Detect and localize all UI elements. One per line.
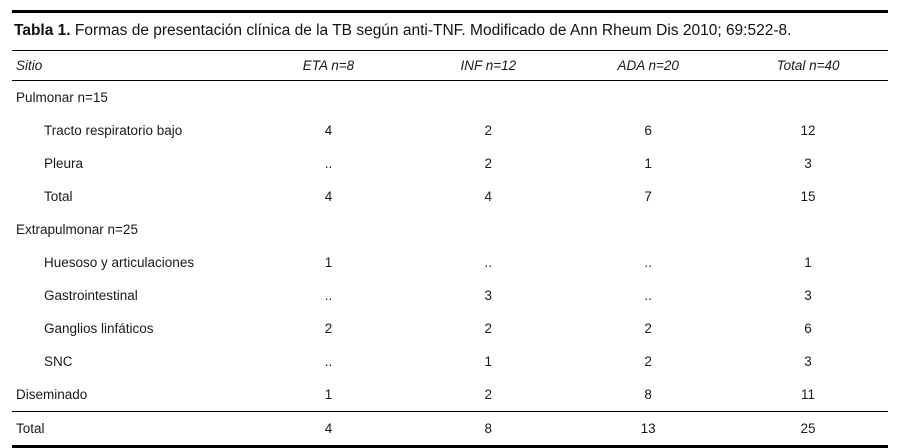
cell-total [728, 213, 888, 246]
row-label: Gastrointestinal [44, 288, 138, 304]
cell-ada: 13 [568, 412, 728, 446]
table-row [12, 312, 888, 345]
cell-total: 11 [801, 387, 816, 403]
cell-ada: 2 [644, 321, 652, 337]
row-label: Total [12, 412, 249, 446]
cell-ada: .. [644, 255, 652, 271]
table-caption [12, 13, 888, 50]
row-label: Extrapulmonar n=25 [16, 222, 138, 238]
row-label: Ganglios linfáticos [44, 321, 154, 337]
table-row [12, 378, 888, 412]
row-label: SNC [44, 354, 73, 370]
table-header [12, 51, 888, 81]
cell-inf: 1 [484, 354, 493, 370]
cell-ada: 6 [644, 123, 652, 139]
cell-ada: 1 [644, 156, 652, 172]
cell-total: 6 [804, 321, 812, 337]
cell-ada: .. [644, 288, 652, 304]
cell-eta: 2 [324, 321, 333, 337]
cell-inf: 3 [484, 288, 493, 304]
table-row [12, 114, 888, 147]
column-header-total: Total n=40 [728, 51, 888, 81]
column-header-site: Sitio [12, 51, 249, 81]
column-header-inf: INF n=12 [408, 51, 568, 81]
table-row [12, 412, 888, 446]
cell-eta [249, 81, 409, 115]
cell-inf: 2 [484, 321, 493, 337]
row-label: Diseminado [16, 387, 88, 403]
table-row [12, 213, 888, 246]
cell-total: 1 [804, 255, 812, 271]
column-header-ada: ADA n=20 [568, 51, 728, 81]
row-label: Pleura [44, 156, 84, 172]
caption-text: Formas de presentación clínica de la TB según anti-TNF. Modificado de Ann Rheum Dis 2010; 69:522-8. [70, 22, 792, 39]
cell-eta: .. [324, 354, 333, 370]
table-body [12, 81, 888, 446]
caption-label: Tabla 1. [14, 22, 71, 39]
row-label: Tracto respiratorio bajo [44, 123, 183, 139]
cell-inf: 2 [484, 123, 493, 139]
table-row [12, 345, 888, 378]
column-header-eta: ETA n=8 [249, 51, 409, 81]
cell-total: 3 [804, 354, 812, 370]
table-row [12, 180, 888, 213]
cell-inf: 2 [484, 387, 493, 403]
cell-inf: .. [484, 255, 493, 271]
cell-inf [408, 213, 568, 246]
cell-ada: 8 [644, 387, 652, 403]
cell-total: 15 [800, 189, 816, 205]
cell-eta: 1 [324, 387, 333, 403]
cell-total: 12 [800, 123, 816, 139]
cell-inf [408, 81, 568, 115]
table-row [12, 246, 888, 279]
cell-eta: .. [324, 288, 333, 304]
row-label: Pulmonar n=15 [16, 90, 108, 106]
cell-total [728, 81, 888, 115]
table-header-row [12, 51, 888, 81]
cell-total: 25 [728, 412, 888, 446]
cell-eta [249, 213, 409, 246]
cell-eta: 4 [249, 412, 409, 446]
cell-total: 3 [804, 156, 812, 172]
cell-eta: .. [324, 156, 333, 172]
table-figure [0, 10, 900, 448]
table-row [12, 279, 888, 312]
cell-ada: 2 [644, 354, 652, 370]
table-row [12, 81, 888, 115]
cell-inf: 8 [408, 412, 568, 446]
cell-ada [568, 81, 728, 115]
clinical-presentation-table [12, 51, 888, 445]
cell-eta: 4 [324, 189, 333, 205]
cell-ada: 7 [644, 189, 652, 205]
cell-eta: 4 [324, 123, 333, 139]
cell-total: 3 [804, 288, 812, 304]
cell-eta: 1 [324, 255, 333, 271]
table-row [12, 147, 888, 180]
cell-inf: 4 [484, 189, 493, 205]
row-label: Total [44, 189, 73, 205]
row-label: Huesoso y articulaciones [44, 255, 195, 271]
cell-ada [568, 213, 728, 246]
cell-inf: 2 [484, 156, 493, 172]
